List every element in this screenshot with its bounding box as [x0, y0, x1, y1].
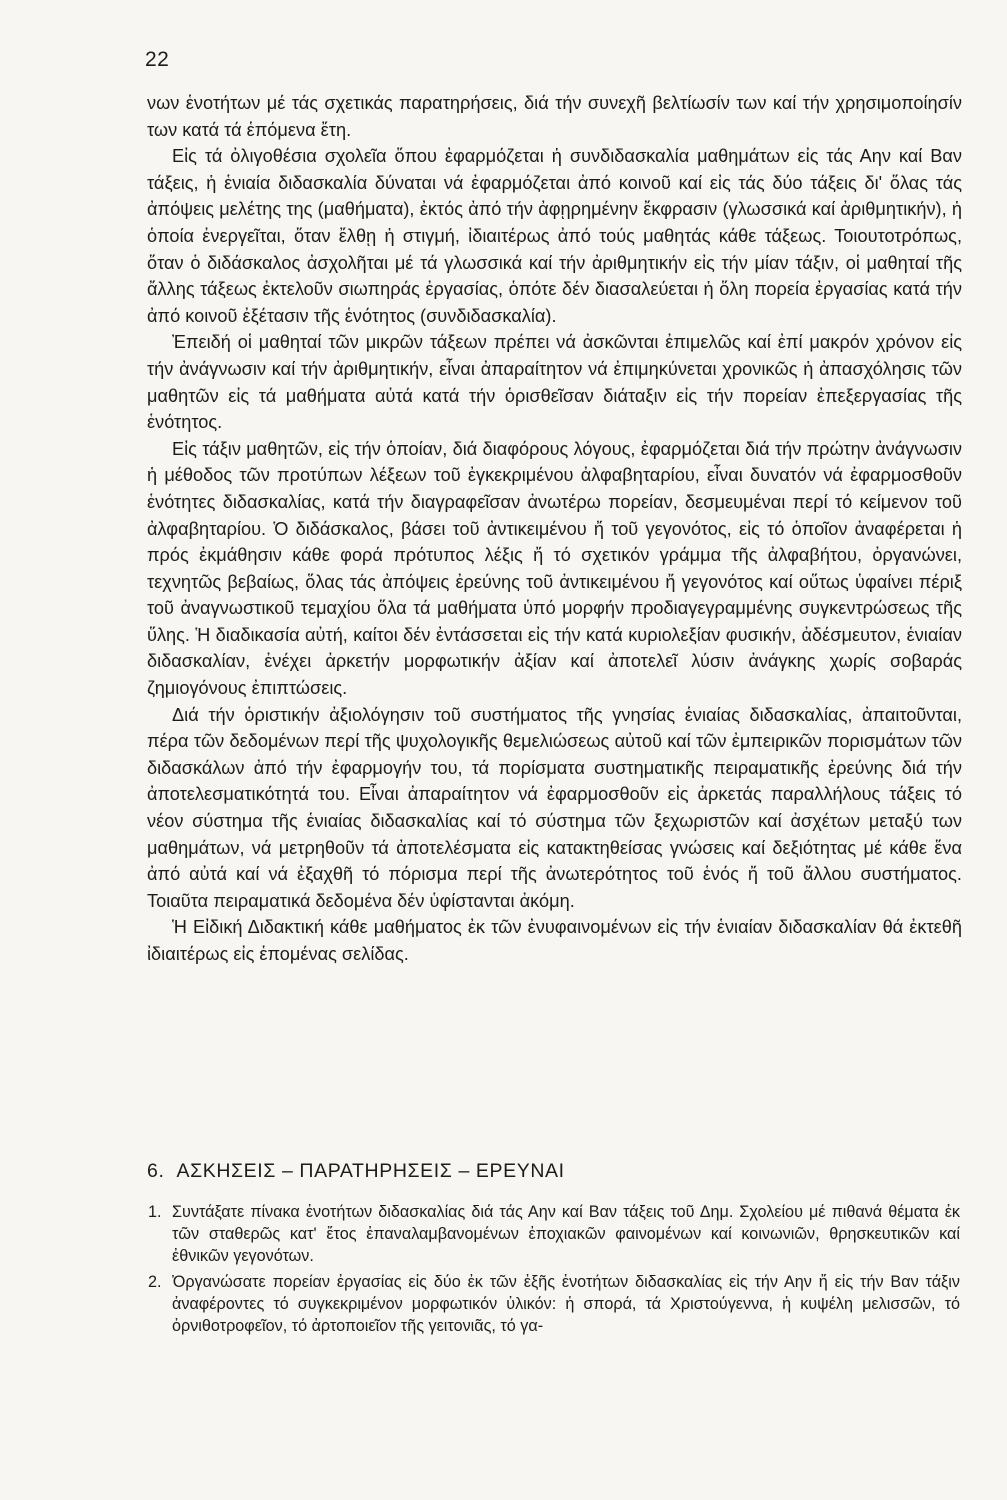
paragraph: Εἰς τάξιν μαθητῶν, εἰς τήν ὁποίαν, διά διαφόρους λόγους, ἐφαρμόζεται διά τήν πρώτην ἀνάγνωσιν ἡ μέθοδος τῶν προτύπων λέξεων τοῦ ἐγκεκριμένου ἀλφαβηταρίου, εἶναι δυνατόν νά ἐφαρμοσθοῦν ἑνότητες διδασκαλίας, κατά τήν διαγραφεῖσαν ἀνωτέρω πορείαν, δεσμευμέναι περί τό κείμενον τοῦ ἀλφαβηταρίου. Ὁ διδάσκαλος, βάσει τοῦ ἀντικειμένου ἤ τοῦ γεγονότος, εἰς τό ὁποῖον ἀναφέρεται ἡ πρός ἐκμάθησιν κάθε φορά πρότυπος λέξις ἤ τό σχετικόν γράμμα τῆς ἀλφαβήτου, ὀργανώνει, τεχνητῶς βεβαίως, ὅλας τάς ἀπόψεις ἐρεύνης τοῦ ἀντικειμένου ἤ γεγονότος καί οὕτως ὑφαίνει πέριξ τοῦ ἀναγνωστικοῦ τεμαχίου ὅλα τά μαθήματα ὑπό μορφήν προδιαγεγραμμένης συγκεντρώσεως τῆς ὕλης. Ἡ διαδικασία αὐτή, καίτοι δέν ἐντάσσεται εἰς τήν κατά κυριολεξίαν φυσικήν, ἀδέσμευτον, ἑνιαίαν διδασκαλίαν, ἐνέχει ἀρκετήν μορφωτικήν ἀξίαν καί ἀποτελεῖ λύσιν ἀνάγκης χωρίς σοβαράς ζημιογόνους ἐπιπτώσεις. [147, 438, 962, 699]
exercise-list [148, 1201, 960, 1341]
section-heading [147, 1160, 565, 1183]
section-title: ΑΣΚΗΣΕΙΣ – ΠΑΡΑΤΗΡΗΣΕΙΣ – ΕΡΕΥΝΑΙ [176, 1160, 565, 1182]
exercise-item [148, 1201, 960, 1267]
exercise-text: Ὀργανώσατε πορείαν ἐργασίας εἰς δύο ἐκ τῶν ἑξῆς ἑνοτήτων διδασκαλίας εἰς τήν Αην ἤ εἰς τήν Βαν τάξιν ἀναφέροντες τό συγκεκριμένον μορφωτικόν ὑλικόν: ἡ σπορά, τά Χριστούγεννα, ἡ κυψέλη μελισσῶν, τό ὀρνιθοτροφεῖον, τό ἀρτοποιεῖον τῆς γειτονιᾶς, τό γα- [172, 1273, 960, 1335]
paragraph: Εἰς τά ὀλιγοθέσια σχολεῖα ὅπου ἐφαρμόζεται ἡ συνδιδασκαλία μαθημάτων εἰς τάς Αην καί Βαν τάξεις, ἡ ἑνιαία διδασκαλία δύναται νά ἐφαρμόζεται ἀπό κοινοῦ καί εἰς τάς δύο τάξεις δι' ὅλας τάς ἀπόψεις μελέτης της (μαθήματα), ἐκτός ἀπό τήν ἀφῃρημένην ἔκφρασιν (γλωσσικά καί ἀριθμητικήν), ἡ ὁποία ἐνεργεῖται, ὅταν ἔλθῃ ἡ στιγμή, ἰδιαιτέρως ἀπό τούς μαθητάς κάθε τάξεως. Τοιουτοτρόπως, ὅταν ὁ διδάσκαλος ἀσχολῆται μέ τά γλωσσικά καί τήν ἀριθμητικήν εἰς τήν μίαν τάξιν, οἱ μαθηταί τῆς ἄλλης τάξεως ἐκτελοῦν σιωπηράς ἐργασίας, ὁπότε δέν διασαλεύεται ἡ ὅλη πορεία ἐργασίας κατά τήν ἀπό κοινοῦ ἐξέτασιν τῆς ἑνότητος (συνδιδασκαλία). [147, 146, 962, 326]
exercise-number: 1. [148, 1203, 162, 1221]
body-text [147, 90, 962, 968]
exercise-text: Συντάξατε πίνακα ἑνοτήτων διδασκαλίας διά τάς Αην καί Βαν τάξεις τοῦ Δημ. Σχολείου μέ πιθανά θέματα ἐκ τῶν σταθερῶς κατ' ἔτος ἐπαναλαμβανομένων ἐποχιακῶν φαινομένων καί κοινωνιῶν, θρησκευτικῶν καί ἐθνικῶν γεγονότων. [172, 1203, 960, 1265]
exercise-number: 2. [148, 1273, 162, 1291]
paragraph: νων ἑνοτήτων μέ τάς σχετικάς παρατηρήσεις, διά τήν συνεχῆ βελτίωσίν των καί τήν χρησιμοποίησίν των κατά τά ἑπόμενα ἔτη. [147, 93, 962, 140]
page-number: 22 [145, 48, 170, 71]
paragraph: Διά τήν ὁριστικήν ἀξιολόγησιν τοῦ συστήματος τῆς γνησίας ἑνιαίας διδασκαλίας, ἀπαιτοῦνται, πέρα τῶν δεδομένων περί τῆς ψυχολογικῆς θεμελιώσεως αὐτοῦ καί τῶν ἐμπειρικῶν πορισμάτων τῶν διδασκάλων ἀπό τήν ἐφαρμογήν του, τά πορίσματα συστηματικῆς πειραματικῆς ἐρεύνης διά τήν ἀποτελεσματικότητά του. Εἶναι ἀπαραίτητον νά ἐφαρμοσθοῦν εἰς ἀρκετάς παραλλήλους τάξεις τό νέον σύστημα τῆς ἑνιαίας διδασκαλίας καί τό σύστημα τῶν ξεχωριστῶν καί ἀσχέτων μεταξύ των μαθημάτων, νά μετρηθοῦν τά ἀποτελέσματα εἰς κατακτηθείσας γνώσεις καί δεξιότητας μέ κάθε ἕνα ἀπό αὐτά καί νά ἐξαχθῆ τό πόρισμα περί τῆς ἀνωτερότητος τοῦ ἑνός ἤ τοῦ ἄλλου συστήματος. Τοιαῦτα πειραματικά δεδομένα δέν ὑφίστανται ἀκόμη. [147, 704, 962, 911]
section-number: 6. [147, 1160, 165, 1182]
paragraph: Ἡ Εἰδική Διδακτική κάθε μαθήματος ἐκ τῶν ἐνυφαινομένων εἰς τήν ἑνιαίαν διδασκαλίαν θά ἐκτεθῆ ἰδιαιτέρως εἰς ἑπομένας σελίδας. [147, 917, 962, 964]
paragraph: Ἐπειδή οἱ μαθηταί τῶν μικρῶν τάξεων πρέπει νά ἀσκῶνται ἐπιμελῶς καί ἐπί μακρόν χρόνον εἰς τήν ἀνάγνωσιν καί τήν ἀριθμητικήν, εἶναι ἀπαραίτητον νά ἐπιμηκύνεται χρονικῶς ἡ ἀπασχόλησις τῶν μαθητῶν εἰς τά μαθήματα αὐτά κατά τήν ὁρισθεῖσαν διάταξιν εἰς τήν πορείαν ἐπεξεργασίας τῆς ἑνότητος. [147, 332, 962, 433]
exercise-item [148, 1271, 960, 1337]
